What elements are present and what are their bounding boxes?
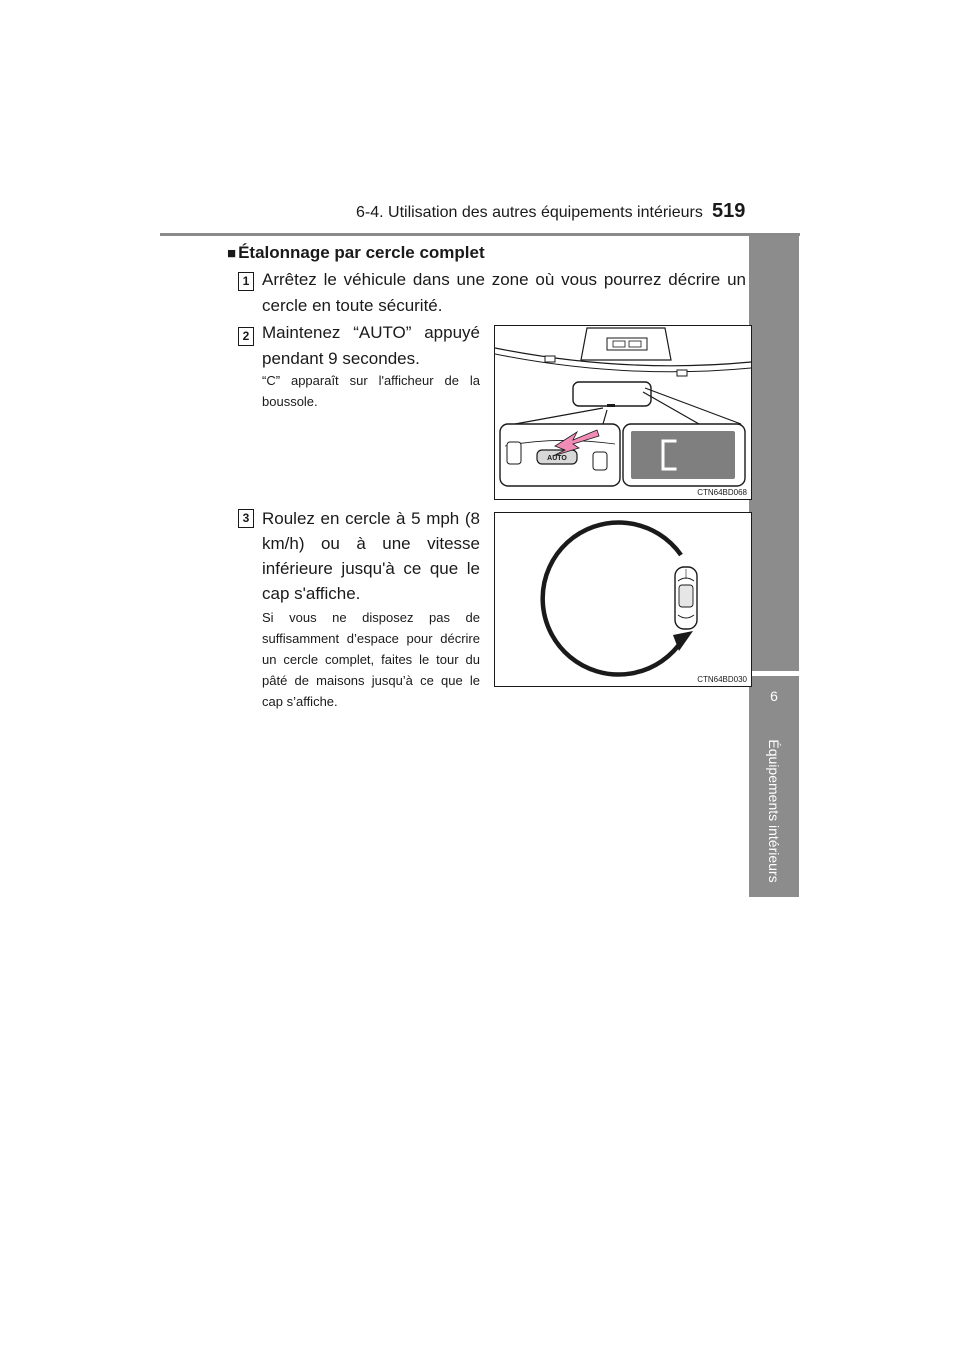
header-rule — [160, 233, 800, 236]
mirror-illustration — [495, 326, 751, 499]
section-heading-text: Étalonnage par cercle complet — [238, 243, 485, 262]
circle-path-illustration — [495, 513, 751, 686]
auto-button-label: AUTO — [547, 455, 567, 462]
page-number: 519 — [712, 200, 746, 222]
figure-code-circle: CTN64BD030 — [697, 675, 747, 684]
step-3-note: Si vous ne disposez pas de suffisamment d’espace pour décrire un cercle complet, faites le tour du pâté de maisons jusqu’à ce que le cap s’affiche. — [262, 610, 480, 709]
step-badge-3: 3 — [238, 509, 254, 528]
side-tab-bar — [749, 236, 799, 671]
step-badge-1: 1 — [238, 272, 254, 291]
step-3-text: Roulez en cercle à 5 mph (8 km/h) ou à une vitesse inférieure jusqu'à ce que le cap s'affiche. — [262, 509, 480, 603]
section-marker-icon: ■ — [227, 245, 237, 262]
chapter-label-box — [749, 726, 799, 896]
step-1-text: Arrêtez le véhicule dans une zone où vous pourrez décrire un cercle en toute sécurité. — [262, 270, 746, 315]
figure-mirror — [494, 325, 752, 500]
chapter-label: Équipements intérieurs — [766, 739, 782, 883]
step-badge-2: 2 — [238, 327, 254, 346]
figure-code-mirror: CTN64BD068 — [697, 488, 747, 497]
section-heading — [227, 243, 485, 263]
figure-circle — [494, 512, 752, 687]
step-2-note: “C” apparaît sur l'afficheur de la boussole. — [262, 373, 480, 409]
step-2-text: Maintenez “AUTO” appuyé pendant 9 secondes. — [262, 323, 480, 368]
car-icon — [675, 567, 697, 629]
chapter-tab — [749, 676, 799, 897]
chapter-number: 6 — [770, 688, 778, 704]
header-section-title: 6-4. Utilisation des autres équipements intérieurs — [356, 204, 703, 221]
